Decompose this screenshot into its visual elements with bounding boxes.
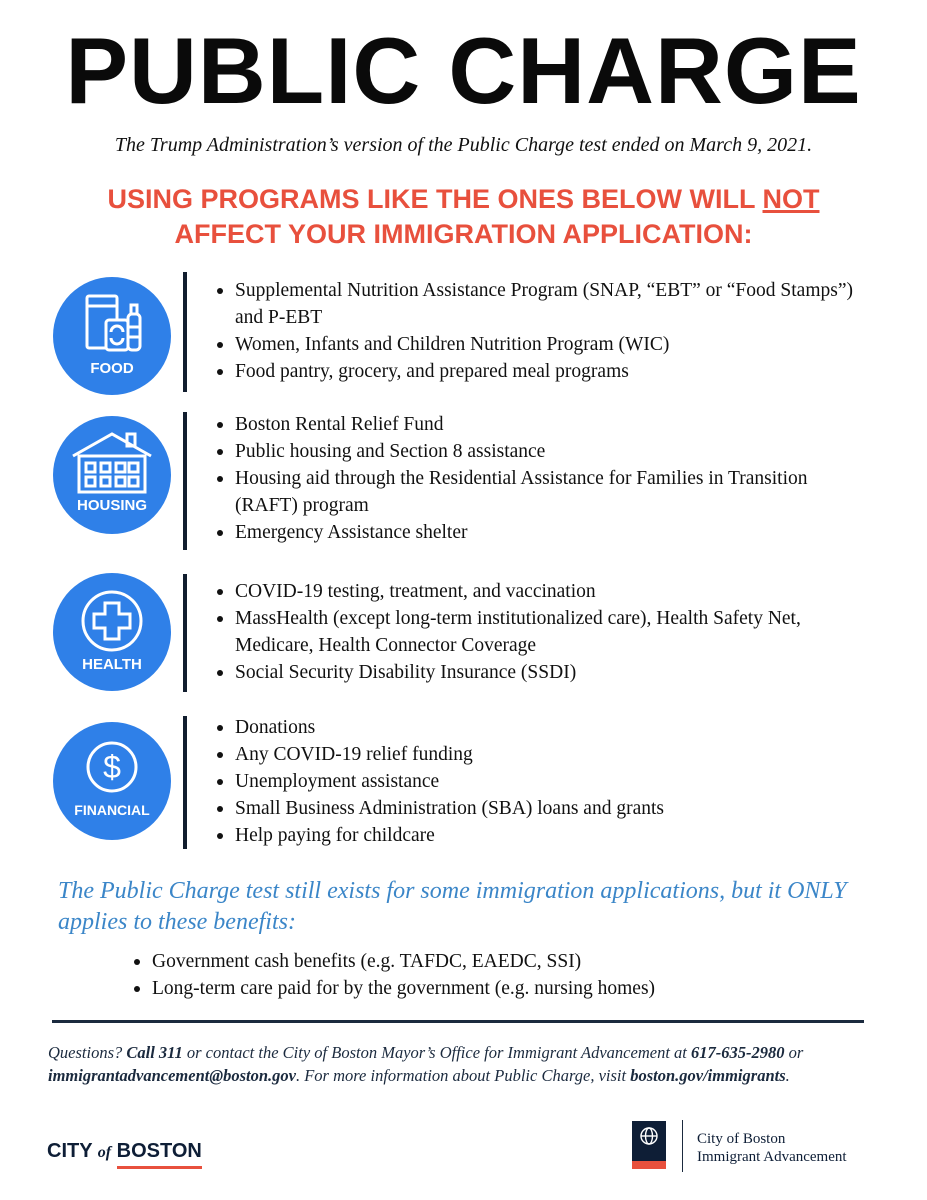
health-label: HEALTH xyxy=(82,656,142,673)
food-circle xyxy=(53,277,171,395)
list-item: Small Business Administration (SBA) loans and grants xyxy=(235,795,865,822)
list-item: COVID-19 testing, treatment, and vaccination xyxy=(235,578,865,605)
logo-city: CITY xyxy=(47,1140,93,1162)
footer-text: Questions? xyxy=(48,1043,127,1062)
list-item: Donations xyxy=(235,714,865,741)
office-name-line1: City of Boston xyxy=(697,1131,786,1147)
contact-footer xyxy=(48,1041,878,1087)
housing-circle xyxy=(53,416,171,534)
email-link[interactable]: immigrantadvancement@boston.gov xyxy=(48,1066,296,1085)
housing-label: HOUSING xyxy=(76,497,147,514)
housing-divider xyxy=(183,412,187,550)
list-item: Boston Rental Relief Fund xyxy=(235,411,865,438)
list-item: Social Security Disability Insurance (SSDI) xyxy=(235,659,865,686)
health-circle xyxy=(53,573,171,691)
footer-text: or xyxy=(784,1043,804,1062)
footer-text: or contact the City of Boston Mayor’s Office for Immigrant Advancement at xyxy=(182,1043,691,1062)
page-title: PUBLIC CHARGE xyxy=(65,18,862,123)
phone-number[interactable]: 617-635-2980 xyxy=(691,1043,785,1062)
list-item: Food pantry, grocery, and prepared meal programs xyxy=(235,358,865,385)
food-icon xyxy=(53,277,171,395)
dollar-coin-icon xyxy=(53,722,171,840)
website-link[interactable]: boston.gov/immigrants xyxy=(630,1066,786,1085)
medical-cross-icon xyxy=(53,573,171,691)
financial-divider xyxy=(183,716,187,849)
page-subtitle: The Trump Administration’s version of the Public Charge test ended on March 9, 2021. xyxy=(114,134,813,156)
financial-label: FINANCIAL xyxy=(74,802,150,818)
housing-list xyxy=(235,411,865,546)
headline-not: NOT xyxy=(762,184,820,214)
office-name-line2: Immigrant Advancement xyxy=(697,1149,847,1165)
list-item: Women, Infants and Children Nutrition Program (WIC) xyxy=(235,331,865,358)
food-list xyxy=(235,277,865,385)
list-item: Government cash benefits (e.g. TAFDC, EAEDC, SSI) xyxy=(152,948,872,975)
list-item: Any COVID-19 relief funding xyxy=(235,741,865,768)
headline-part1: USING PROGRAMS LIKE THE ONES BELOW WILL xyxy=(107,184,763,214)
footer-text: . xyxy=(785,1066,790,1085)
health-list xyxy=(235,578,865,686)
list-item: Unemployment assistance xyxy=(235,768,865,795)
call-311: Call 311 xyxy=(126,1043,183,1062)
list-item: MassHealth (except long-term institutionalized care), Health Safety Net, Medicare, Health Connector Coverage xyxy=(235,605,865,659)
logo-boston: BOSTON xyxy=(116,1140,202,1162)
list-item: Housing aid through the Residential Assistance for Families in Transition (RAFT) program xyxy=(235,465,865,519)
svg-text:$: $ xyxy=(103,749,121,785)
list-item: Public housing and Section 8 assistance xyxy=(235,438,865,465)
list-item: Supplemental Nutrition Assistance Program (SNAP, “EBT” or “Food Stamps”) and P-EBT xyxy=(235,277,865,331)
headline xyxy=(40,182,887,252)
financial-circle xyxy=(53,722,171,840)
headline-part2: AFFECT YOUR IMMIGRATION APPLICATION: xyxy=(174,219,753,250)
list-item: Emergency Assistance shelter xyxy=(235,519,865,546)
divider xyxy=(52,1020,864,1023)
health-divider xyxy=(183,574,187,692)
public-charge-note: The Public Charge test still exists for some immigration applications, but it ONLY applies to these benefits: xyxy=(58,878,847,935)
public-charge-list xyxy=(152,948,872,1002)
list-item: Help paying for childcare xyxy=(235,822,865,849)
logo-separator xyxy=(682,1120,683,1172)
food-label: FOOD xyxy=(90,360,134,377)
food-divider xyxy=(183,272,187,392)
house-icon xyxy=(53,416,171,534)
globe-icon xyxy=(632,1121,666,1169)
footer-text: . For more information about Public Charge, visit xyxy=(295,1066,631,1085)
list-item: Long-term care paid for by the government (e.g. nursing homes) xyxy=(152,975,872,1002)
city-of-boston-logo xyxy=(47,1140,202,1163)
office-logo-text xyxy=(697,1130,847,1166)
financial-list xyxy=(235,714,865,849)
logo-of: of xyxy=(97,1144,112,1161)
